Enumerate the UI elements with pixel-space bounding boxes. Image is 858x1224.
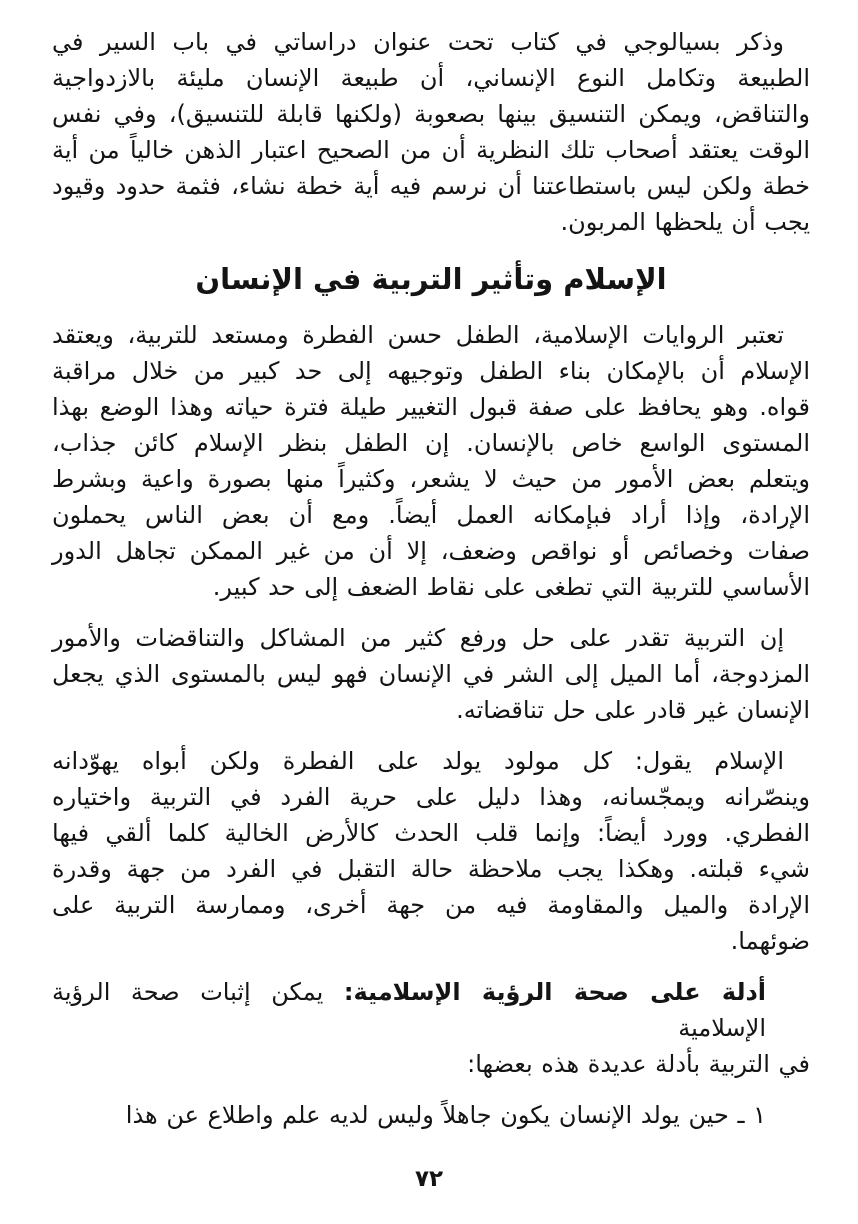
paragraph	[52, 317, 810, 605]
text-line: ويتعلم بعض الأمور من حيث لا يشعر، وكثيراً منها بصورة واعية وبشرط	[52, 465, 810, 493]
text-line: في التربية بأدلة عديدة هذه بعضها:	[467, 1050, 810, 1078]
paragraph	[52, 620, 810, 728]
text-line: المزدوجة، أما الميل إلى الشر في الإنسان فهو ليس بالمستوى الذي يجعل	[52, 660, 810, 688]
text-line: الإرادة، وإذا أراد فبإمكانه العمل أيضاً. ومع أن بعض الناس يحملون	[52, 501, 810, 529]
text-line: قواه. وهو يحافظ على صفة قبول التغيير طيلة فترة حياته وهذا الوضع بهذا	[52, 393, 810, 421]
text-line: الأساسي للتربية التي تطغى على نقاط الضعف إلى حد كبير.	[212, 573, 810, 601]
paragraph	[52, 743, 810, 959]
text-line: ١ ـ حين يولد الإنسان يكون جاهلاً وليس لديه علم واطلاع عن هذا	[125, 1101, 766, 1129]
text-line: ضوئهما.	[730, 927, 810, 955]
text-line: الإرادة والميل والمقاومة فيه من جهة أخرى، وممارسة التربية على	[52, 891, 810, 919]
text-line: الإسلام يقول: كل مولود يولد على الفطرة ولكن أبواه يهوّدانه	[52, 747, 784, 775]
text-line: إن التربية تقدر على حل ورفع كثير من المشاكل والتناقضات والأمور	[52, 624, 784, 652]
text-line: تعتبر الروايات الإسلامية، الطفل حسن الفطرة ومستعد للتربية، ويعتقد	[52, 321, 784, 349]
text-line: المستوى الواسع خاص بالإنسان. إن الطفل بنظر الإسلام كائن جذاب،	[52, 429, 810, 457]
section-heading: الإسلام وتأثير التربية في الإنسان	[195, 262, 667, 296]
text-line: صفات وخصائص أو نواقص وضعف، إلا أن من غير الممكن تجاهل الدور	[52, 537, 810, 565]
text-line: الإسلام أن بالإمكان بناء الطفل وتوجيهه إلى حد كبير من خلال مراقبة	[52, 357, 810, 385]
text-line: الإنسان غير قادر على حل تناقضاته.	[456, 696, 810, 724]
text-line: الوقت يعتقد أصحاب تلك النظرية أن من الصحيح اعتبار الذهن خالياً من أية	[52, 136, 810, 164]
text-line: يجب أن يلحظها المربون.	[560, 208, 810, 236]
paragraph	[52, 974, 810, 1082]
text-line: الفطري. وورد أيضاً: وإنما قلب الحدث كالأرض الخالية كلما ألقي فيها	[52, 819, 810, 847]
list-item	[52, 1097, 810, 1133]
text-line: والتناقض، ويمكن التنسيق بينها بصعوبة (ولكنها قابلة للتنسيق)، وفي نفس	[52, 100, 810, 128]
bold-lead-in: أدلة على صحة الرؤية الإسلامية:	[343, 978, 766, 1006]
text-line: الطبيعة وتكامل النوع الإنساني، أن طبيعة الإنسان مليئة بالازدواجية	[52, 64, 810, 92]
page-body	[52, 24, 810, 1133]
text-line: شيء قبلته. وهكذا يجب ملاحظة حالة التقبل في الفرد من جهة وقدرة	[52, 855, 810, 883]
page-number: ٧٢	[414, 1166, 444, 1192]
text-line: وذكر بسيالوجي في كتاب تحت عنوان دراساتي في باب السير في	[52, 28, 784, 56]
paragraph	[52, 24, 810, 240]
text-line: وينصّرانه ويمجّسانه، وهذا دليل على حرية الفرد في التربية واختياره	[52, 783, 810, 811]
text-line: أدلة على صحة الرؤية الإسلامية: يمكن إثبات صحة الرؤية الإسلامية	[52, 978, 766, 1042]
text-line: خطة ولكن ليس باستطاعتنا أن نرسم فيه أية خطة نشاء، فثمة حدود وقيود	[52, 172, 810, 200]
